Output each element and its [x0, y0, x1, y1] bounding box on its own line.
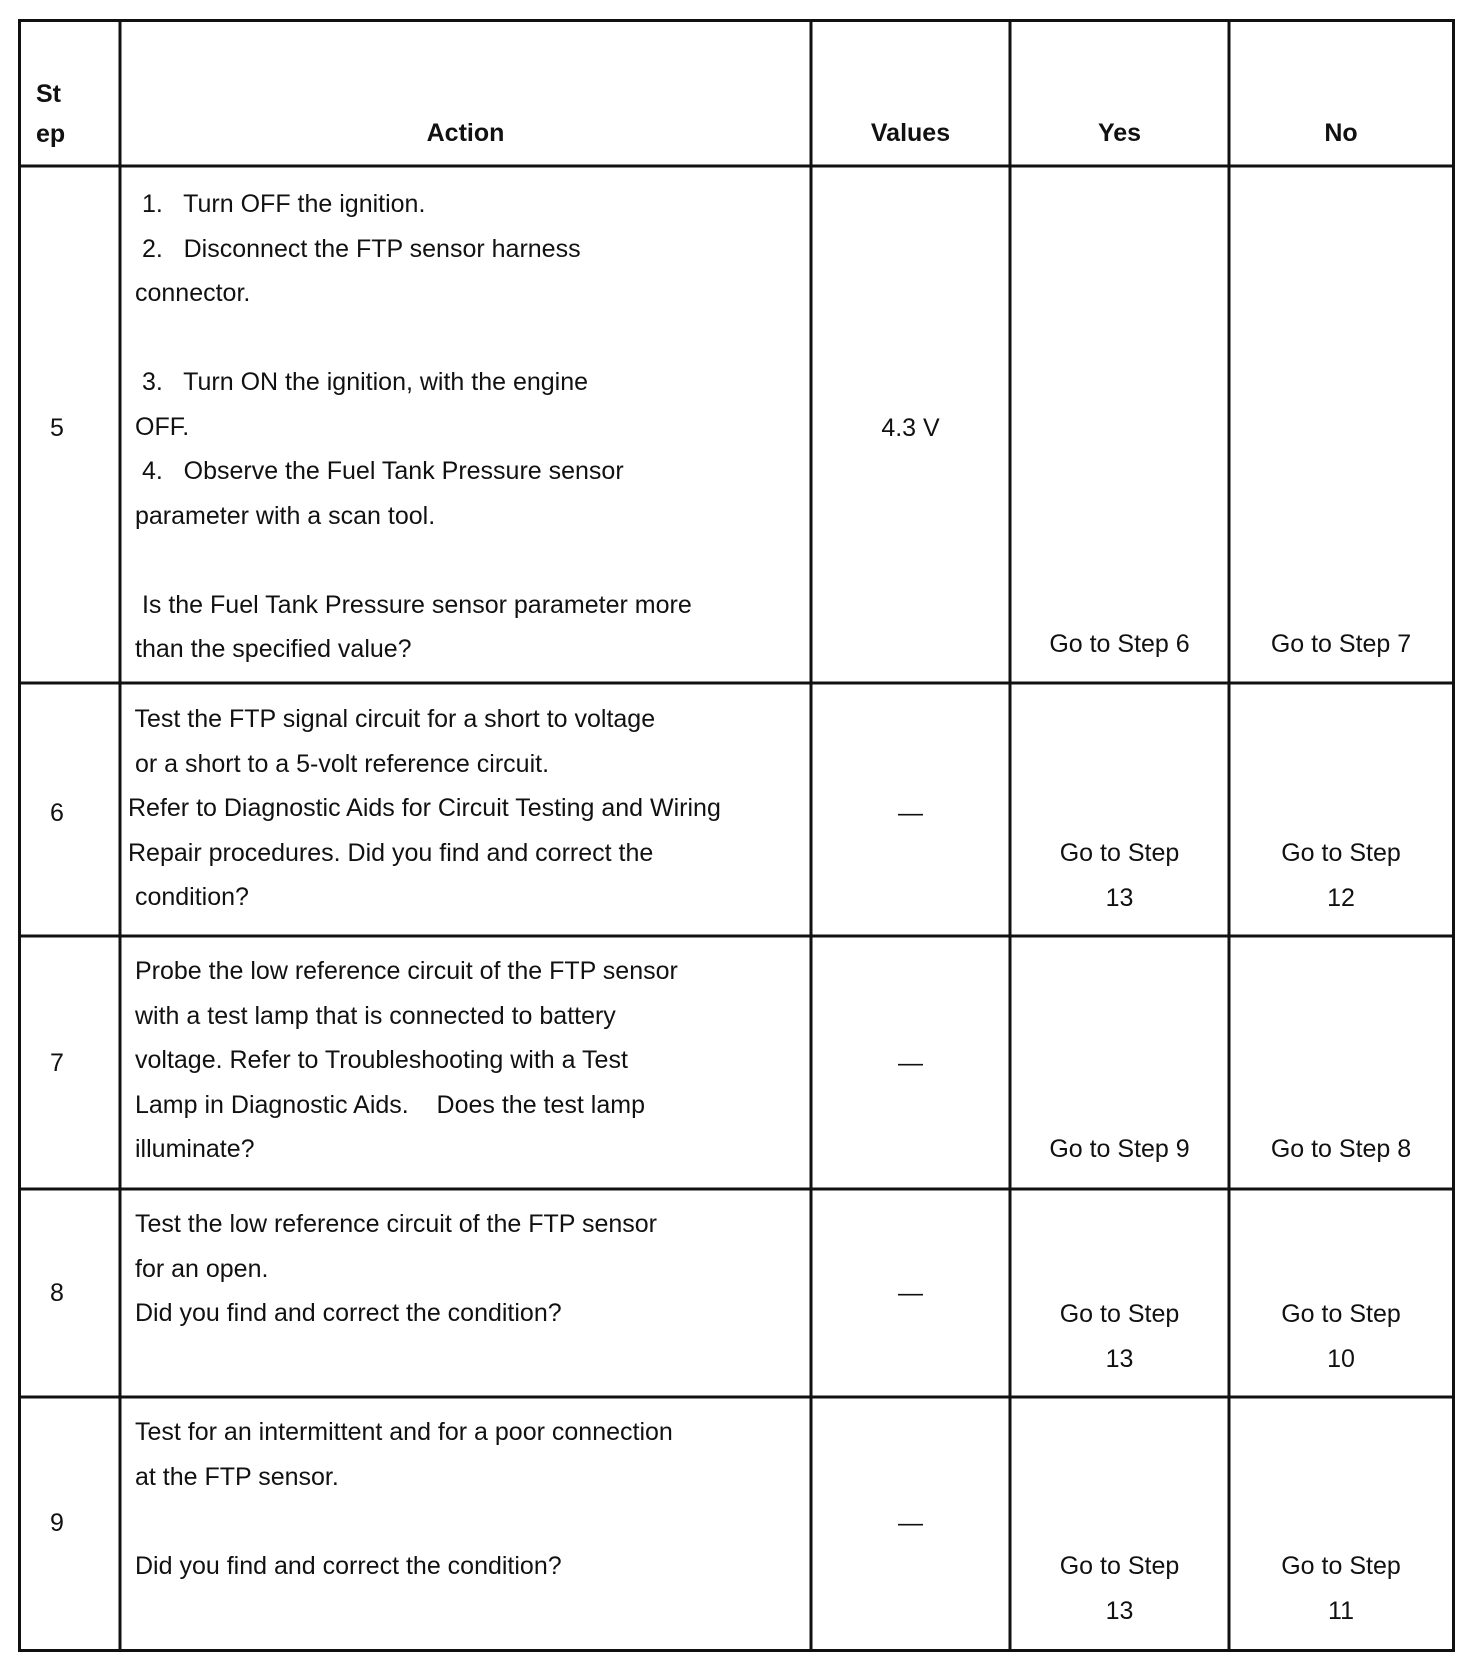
value-cell: — [898, 799, 923, 827]
action-text [135, 1202, 805, 1336]
yes-line: 13 [1105, 883, 1134, 912]
action-line: with a test lamp that is connected to battery [135, 1001, 616, 1030]
header-no: No [1324, 119, 1358, 147]
action-line: condition? [128, 883, 249, 911]
yes-cell [1010, 1544, 1229, 1633]
step-number: 9 [50, 1509, 64, 1537]
value-cell: — [898, 1509, 923, 1537]
action-line: illuminate? [135, 1135, 255, 1163]
action-text [135, 1410, 805, 1588]
action-line [135, 538, 805, 583]
action-line: Refer to Diagnostic Aids for Circuit Testing and Wiring [128, 794, 721, 822]
yes-cell [1010, 1292, 1229, 1381]
yes-line: Go to Step [1059, 839, 1180, 867]
no-cell [1229, 1292, 1453, 1381]
action-line: connector. [135, 279, 251, 307]
no-line: 11 [1328, 1596, 1354, 1625]
action-line [135, 316, 805, 361]
yes-cell [1010, 622, 1229, 667]
action-line: Test the FTP signal circuit for a short to voltage [128, 705, 656, 733]
no-line: Go to Step [1281, 1300, 1401, 1328]
header-values: Values [870, 119, 951, 147]
yes-line: Go to Step [1059, 1300, 1180, 1328]
header-action: Action [426, 119, 505, 147]
header-step-line2: ep [36, 120, 66, 148]
yes-line: Go to Step 6 [1049, 630, 1190, 658]
yes-cell [1010, 1127, 1229, 1172]
header-yes: Yes [1097, 119, 1142, 147]
action-line: 2. Disconnect the FTP sensor harness [135, 234, 581, 263]
no-line: Go to Step 8 [1270, 1135, 1412, 1163]
no-cell [1229, 1127, 1453, 1172]
action-line: Is the Fuel Tank Pressure sensor parameter more [135, 590, 692, 619]
no-line: Go to Step 7 [1270, 630, 1412, 658]
header-step [36, 74, 116, 154]
step-number: 8 [50, 1279, 64, 1307]
header-step-line1: St [36, 80, 61, 108]
value-cell: — [898, 1279, 923, 1307]
action-line: than the specified value? [135, 635, 412, 663]
action-line: voltage. Refer to Troubleshooting with a Test [135, 1046, 628, 1074]
step-number: 6 [50, 799, 64, 827]
no-line: 10 [1327, 1344, 1355, 1373]
action-line: for an open. [135, 1254, 269, 1283]
action-line: 1. Turn OFF the ignition. [135, 190, 426, 218]
action-line: Did you find and correct the condition? [135, 1551, 562, 1580]
no-line: Go to Step [1281, 839, 1401, 867]
no-cell [1229, 831, 1453, 920]
action-line: or a short to a 5-volt reference circuit. [128, 749, 550, 778]
action-line: Lamp in Diagnostic Aids. Does the test lamp [135, 1090, 645, 1119]
action-line: OFF. [135, 412, 190, 441]
action-line: 3. Turn ON the ignition, with the engine [135, 368, 589, 396]
yes-line: 13 [1105, 1344, 1134, 1373]
action-text [135, 949, 805, 1172]
yes-cell [1010, 831, 1229, 920]
value-cell: — [898, 1049, 923, 1077]
step-number: 7 [50, 1049, 64, 1077]
yes-line: Go to Step [1059, 1552, 1180, 1580]
yes-line: Go to Step 9 [1049, 1135, 1190, 1163]
action-text [135, 182, 805, 672]
action-line: Repair procedures. Did you find and correct the [128, 838, 654, 867]
no-cell [1229, 1544, 1453, 1633]
value-cell: 4.3 V [881, 414, 940, 442]
no-line: Go to Step [1281, 1552, 1401, 1580]
action-line: Test for an intermittent and for a poor connection [135, 1418, 673, 1446]
no-cell [1229, 622, 1453, 667]
step-number: 5 [50, 414, 64, 442]
action-line: Test the low reference circuit of the FTP sensor [135, 1210, 657, 1238]
action-line: at the FTP sensor. [135, 1462, 339, 1491]
action-line: Probe the low reference circuit of the FTP sensor [135, 957, 678, 985]
no-line: 12 [1327, 883, 1355, 912]
diagnostic-table [18, 19, 1455, 1652]
action-line [135, 1499, 805, 1544]
action-text [128, 697, 808, 920]
action-line: parameter with a scan tool. [135, 501, 436, 530]
action-line: Did you find and correct the condition? [135, 1299, 562, 1327]
action-line: 4. Observe the Fuel Tank Pressure sensor [135, 457, 624, 485]
yes-line: 13 [1105, 1596, 1134, 1625]
